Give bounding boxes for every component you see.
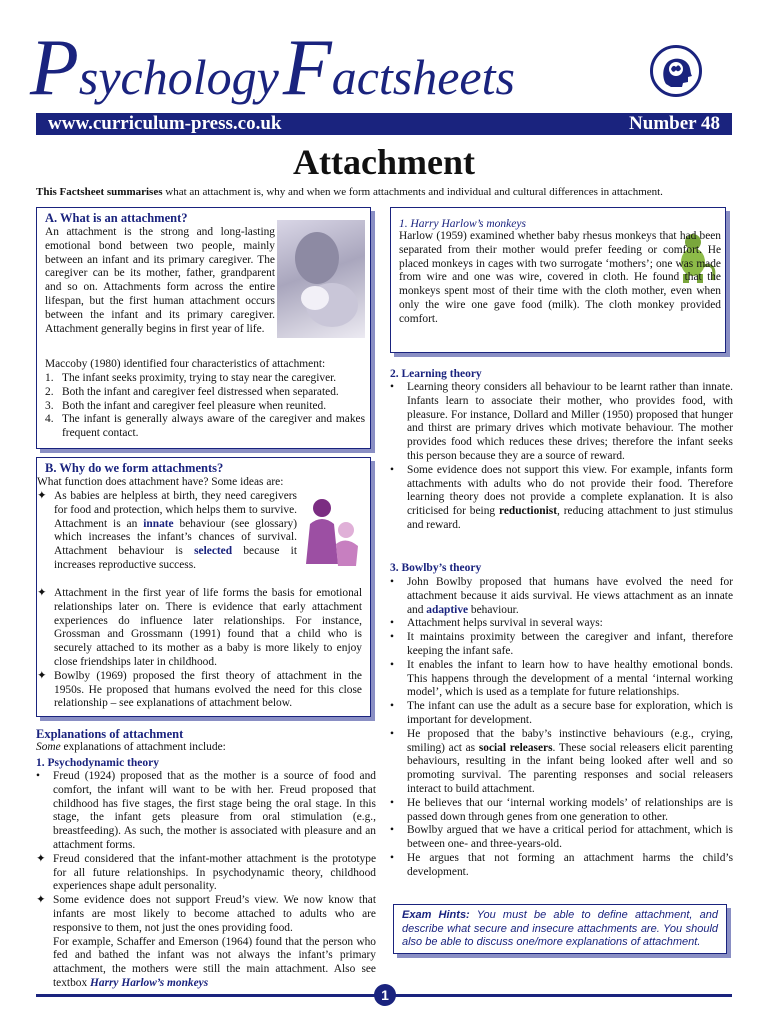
section-a-para1: An attachment is the strong and long-lasting emotional bond between two people, mainly between an infant and its primary caregiver. The caregiver can be its mother, father, grandparent and so on. Attachments form across the entire lifespan, but the first human attachment occurs between the infant and its primary caregiver. Attachment generally begins in first year of life.	[45, 226, 275, 335]
list-item: • He believes that our ‘internal working models’ of relationships are is passed down through genes from one generation to other.	[390, 796, 733, 823]
list-item: 3. Both the infant and caregiver feel pleasure when reunited.	[45, 399, 327, 412]
header-bar	[36, 113, 732, 135]
harlow-heading: 1. Harry Harlow’s monkeys	[399, 218, 526, 230]
masthead-word-actsheets: actsheets	[331, 49, 515, 105]
exam-hints-box	[393, 904, 727, 954]
list-item: • Bowlby argued that we have a critical period for attachment, which is between one- and three-years-old.	[390, 824, 733, 851]
bowlby-list	[390, 576, 733, 880]
exam-hints-label: Exam Hints:	[402, 909, 470, 921]
psychodynamic-heading: 1. Psychodynamic theory	[36, 757, 159, 769]
issue-number: Number 48	[629, 113, 720, 134]
section-a-heading: A. What is an attachment?	[45, 211, 188, 225]
list-item: 2. Both the infant and caregiver feel distressed when separated.	[45, 385, 339, 398]
list-item: ✦ Attachment in the first year of life forms the basis for emotional relationships later on. There is evidence that early attachment experiences do influence later relationships. For instance, Grossman and Grossmann (1991) found that a child who is securely attached to its mother as a baby is more likely to enjoy close friendships later in childhood.	[37, 587, 362, 668]
summary-line	[36, 185, 736, 199]
list-item: • Some evidence does not support this view. For example, infants form attachments with adults who do not provide their food. Therefore learning theory does not provide a complete explanation. It is also criticised for being reductionist, reducing attachment to just stimulus and reward.	[390, 463, 733, 531]
list-item: 4. The infant is generally always aware of the caregiver and makes frequent contact.	[45, 413, 365, 440]
masthead-title	[30, 24, 630, 112]
harlow-textbox-link[interactable]: Harry Harlow’s monkeys	[90, 976, 209, 989]
learning-theory-list	[390, 381, 733, 533]
section-a-para2: Maccoby (1980) identified four characteristics of attachment:	[45, 358, 326, 370]
section-b-list-top	[37, 490, 297, 573]
list-item: • He proposed that the baby’s instinctive behaviours (e.g., crying, smiling) act as social releasers. These social releasers elicit parenting behaviours, resulting in the infant being looked after well and so promoting survival. The parenting responses and social releasers interact to build attachment.	[390, 727, 733, 795]
list-item: ✦ Freud considered that the infant-mother attachment is the prototype for all future relationships. In psychodynamic theory, childhood experiences shape adult personality.	[36, 852, 376, 893]
list-item: • John Bowlby proposed that humans have evolved the need for attachment because it aids survival. He views attachment as an innate and adaptive behaviour.	[390, 576, 733, 616]
learning-theory-heading: 2. Learning theory	[390, 368, 482, 380]
section-b-heading: B. Why do we form attachments?	[45, 461, 224, 475]
list-item: ✦ Some evidence does not support Freud’s view. We now know that infants are most likely to become attached to adults who are responsive to them, not just the ones providing food.	[36, 894, 376, 934]
section-a-box	[36, 207, 371, 449]
list-item: 1. The infant seeks proximity, trying to stay near the caregiver.	[45, 372, 337, 384]
keyword-adaptive: adaptive	[426, 603, 469, 616]
masthead-letter-f: F	[282, 24, 332, 112]
list-item: • Freud (1924) proposed that as the mother is a source of food and comfort, the infant will want to be with her. Freud proposed that childhood has five stages, the first stage being the oral stage. In this stage, the infant gets pleasure from oral stimulation (e.g., breastfeeding). As such, the mother is associated with pleasure and an attachment forms.	[36, 770, 376, 851]
section-b-list-bottom	[37, 587, 362, 711]
summary-lead: This Factsheet summarises	[36, 186, 163, 198]
summary-rest: what an attachment is, why and when we form attachments and individual and cultural differences in attachment.	[162, 186, 663, 198]
list-item: • It maintains proximity between the caregiver and infant, therefore keeping the infant safe.	[390, 631, 733, 657]
keyword-selected: selected	[194, 545, 233, 558]
masthead-letter-p: P	[30, 24, 79, 112]
website-link[interactable]: www.curriculum-press.co.uk	[48, 113, 282, 134]
mother-baby-photo	[277, 220, 365, 338]
list-item: • It enables the infant to learn how to have healthy emotional bonds. This happens through the development of a mental ‘internal working model’, which is used as a template for future relationships.	[390, 658, 733, 699]
exam-hints-text: Exam Hints: You must be able to define attachment, and describe what secure and insecure attachments are. You should also be able to discuss one/more explanations of attachment.	[402, 909, 719, 948]
page-number: 1	[374, 984, 396, 1006]
list-item: • Attachment helps survival in several ways:	[390, 617, 603, 630]
harlow-text: Harlow (1959) examined whether baby rhesus monkeys that had been separated from their mother would prefer feeding or comfort. He placed monkeys in cages with two surrogate ‘mothers’; one was made from wire and one was wire, covered in cloth. He found that the monkeys spent most of their time with the cloth mother, even when only the wire one gave food (milk). The cloth monkey provided comfort.	[399, 230, 721, 325]
section-b-box	[36, 457, 371, 717]
harlow-box	[390, 207, 726, 353]
list-item: ✦ As babies are helpless at birth, they need caregivers for food and protection, which helps them to survive. Attachment is an innate behaviour (see glossary) which increases the infant’s chances of survival. Attachment behaviour is selected because it increases reproductive success.	[37, 490, 298, 571]
keyword-reductionist: reductionist	[498, 505, 557, 518]
list-item: For example, Schaffer and Emerson (1964) found that the person who fed and bathed the infant was not always the infant’s primary attachment, the mothers were still the main attachment. Also see textbox Harry Harlow’s monkeys	[53, 935, 376, 989]
head-brain-logo-icon	[650, 45, 702, 97]
list-item: ✦ Bowlby (1969) proposed the first theory of attachment in the 1950s. He proposed that humans evolved the need for this close relationship – see explanations of attachment below.	[37, 669, 362, 710]
psychodynamic-list	[36, 770, 376, 991]
list-item: • He argues that not forming an attachment harms the child’s development.	[390, 851, 733, 878]
explanations-heading: Explanations of attachment	[36, 727, 184, 741]
keyword-innate: innate	[143, 517, 174, 530]
bowlby-heading: 3. Bowlby’s theory	[390, 562, 482, 574]
mother-child-illustration	[302, 494, 364, 572]
list-item: • Learning theory considers all behaviour to be learnt rather than innate. Infants learn to associate their mother, who provides food, with pleasure. For instance, Dollard and Miller (1950) proposed that hunger and thirst are primary drives which motivate behaviour. The mother provides food which reduces these drives; therefore the infant seeks this person because they are a source of reward.	[390, 381, 733, 462]
list-item: • The infant can use the adult as a secure base for exploration, which is important for development.	[390, 700, 733, 726]
section-b-intro: What function does attachment have? Some ideas are:	[37, 476, 284, 488]
masthead-word-sychology: sychology	[78, 49, 279, 105]
keyword-social-releasers: social releasers	[478, 741, 553, 754]
page-title: Attachment	[293, 142, 475, 182]
maccoby-list	[45, 372, 365, 441]
explanations-intro: Some explanations of attachment include:	[36, 741, 226, 753]
